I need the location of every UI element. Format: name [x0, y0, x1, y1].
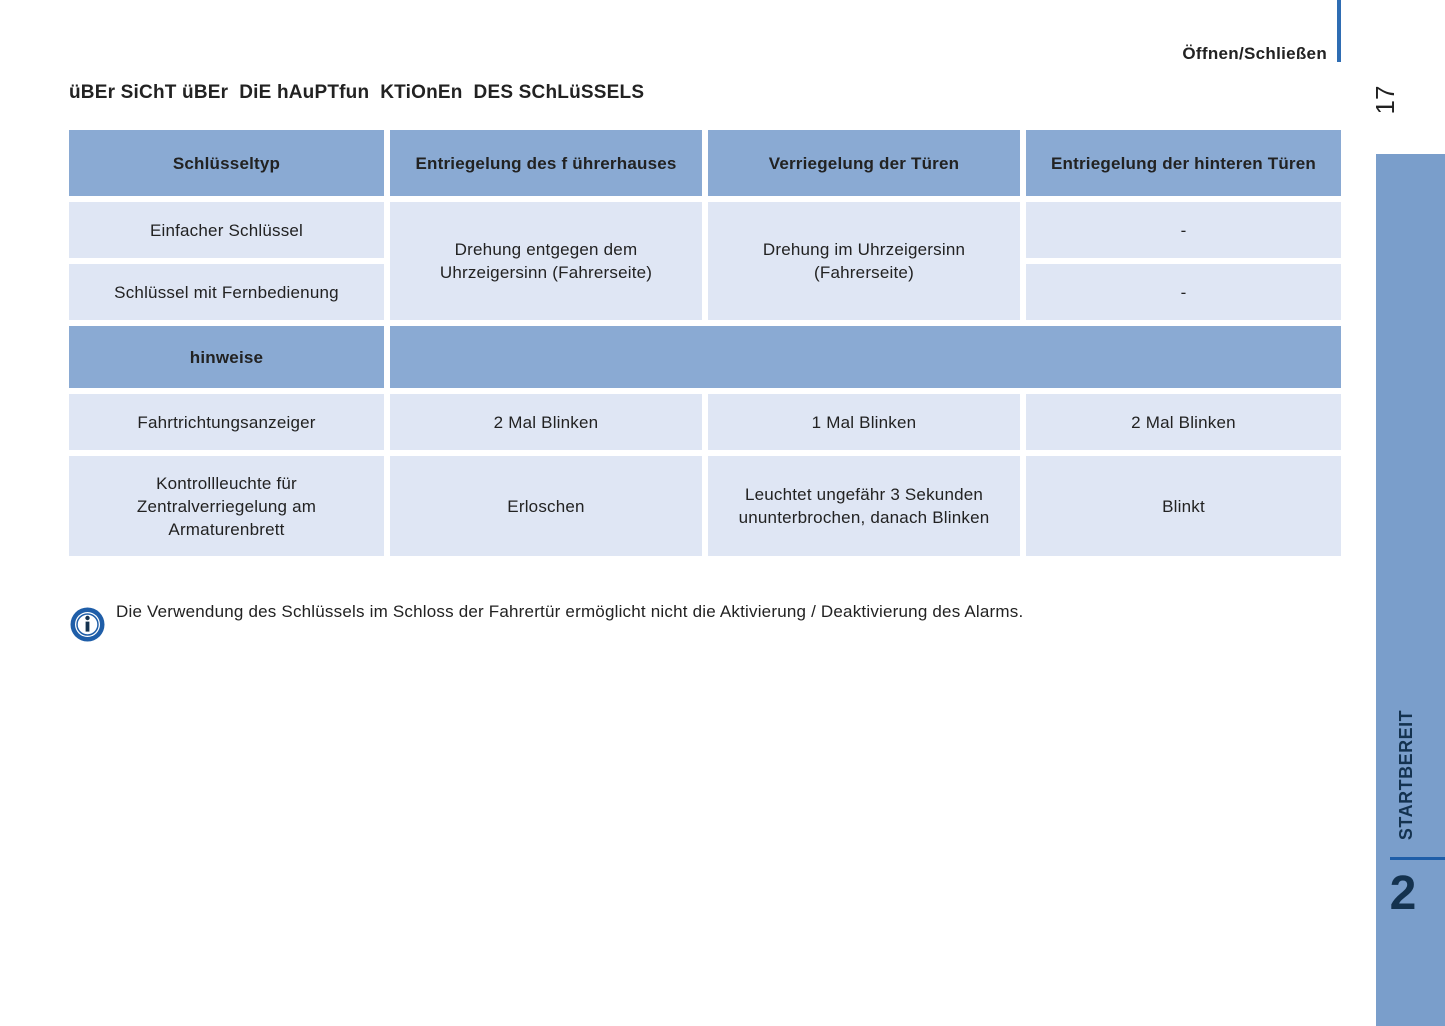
- row-indicator-rear-unlock: 2 Mal Blinken: [1026, 394, 1341, 450]
- running-header-title: Öffnen/Schließen: [1182, 44, 1327, 63]
- door-lock-method: Drehung im Uhrzeigersinn (Fahrerseite): [708, 202, 1020, 320]
- row-lamp-door-lock: Leuchtet ungefähr 3 Sekunden ununterbrochen, danach Blinken: [708, 456, 1020, 556]
- chapter-label: STARTBEREIT: [1396, 709, 1416, 841]
- key-type-remote: Schlüssel mit Fernbedienung: [69, 264, 384, 320]
- chapter-number: 2: [1389, 867, 1417, 920]
- rear-unlock-simple: -: [1026, 202, 1341, 258]
- key-type-simple: Einfacher Schlüssel: [69, 202, 384, 258]
- notes-header-span: [390, 326, 1341, 388]
- header-cab-unlock: Entriegelung des f ührerhauses: [390, 130, 702, 196]
- notes-header: hinweise: [69, 326, 384, 388]
- header-door-lock: Verriegelung der Türen: [708, 130, 1020, 196]
- chapter-rule: [1390, 857, 1445, 860]
- row-lamp-rear-unlock: Blinkt: [1026, 456, 1341, 556]
- section-title: üBEr SiChT üBEr DiE hAuPTfun KTiOnEn DES SChLüSSELS: [69, 82, 645, 103]
- info-note-text: Die Verwendung des Schlüssels im Schloss der Fahrertür ermöglicht nicht die Aktivierung / Deaktivierung des Alarms.: [116, 602, 1024, 621]
- row-indicator-cab-unlock: 2 Mal Blinken: [390, 394, 702, 450]
- cab-unlock-method: Drehung entgegen dem Uhrzeigersinn (Fahrerseite): [390, 202, 702, 320]
- page-number: 17: [1370, 85, 1400, 115]
- row-indicator-door-lock: 1 Mal Blinken: [708, 394, 1020, 450]
- rear-unlock-remote: -: [1026, 264, 1341, 320]
- row-lamp-cab-unlock: Erloschen: [390, 456, 702, 556]
- row-lamp-label: Kontrollleuchte für Zentralverriegelung am Armaturenbrett: [69, 456, 384, 556]
- header-key-type: Schlüsseltyp: [69, 130, 384, 196]
- info-icon: [69, 606, 106, 643]
- header-rule: [1337, 0, 1341, 62]
- header-rear-unlock: Entriegelung der hinteren Türen: [1026, 130, 1341, 196]
- row-indicator-label: Fahrtrichtungsanzeiger: [69, 394, 384, 450]
